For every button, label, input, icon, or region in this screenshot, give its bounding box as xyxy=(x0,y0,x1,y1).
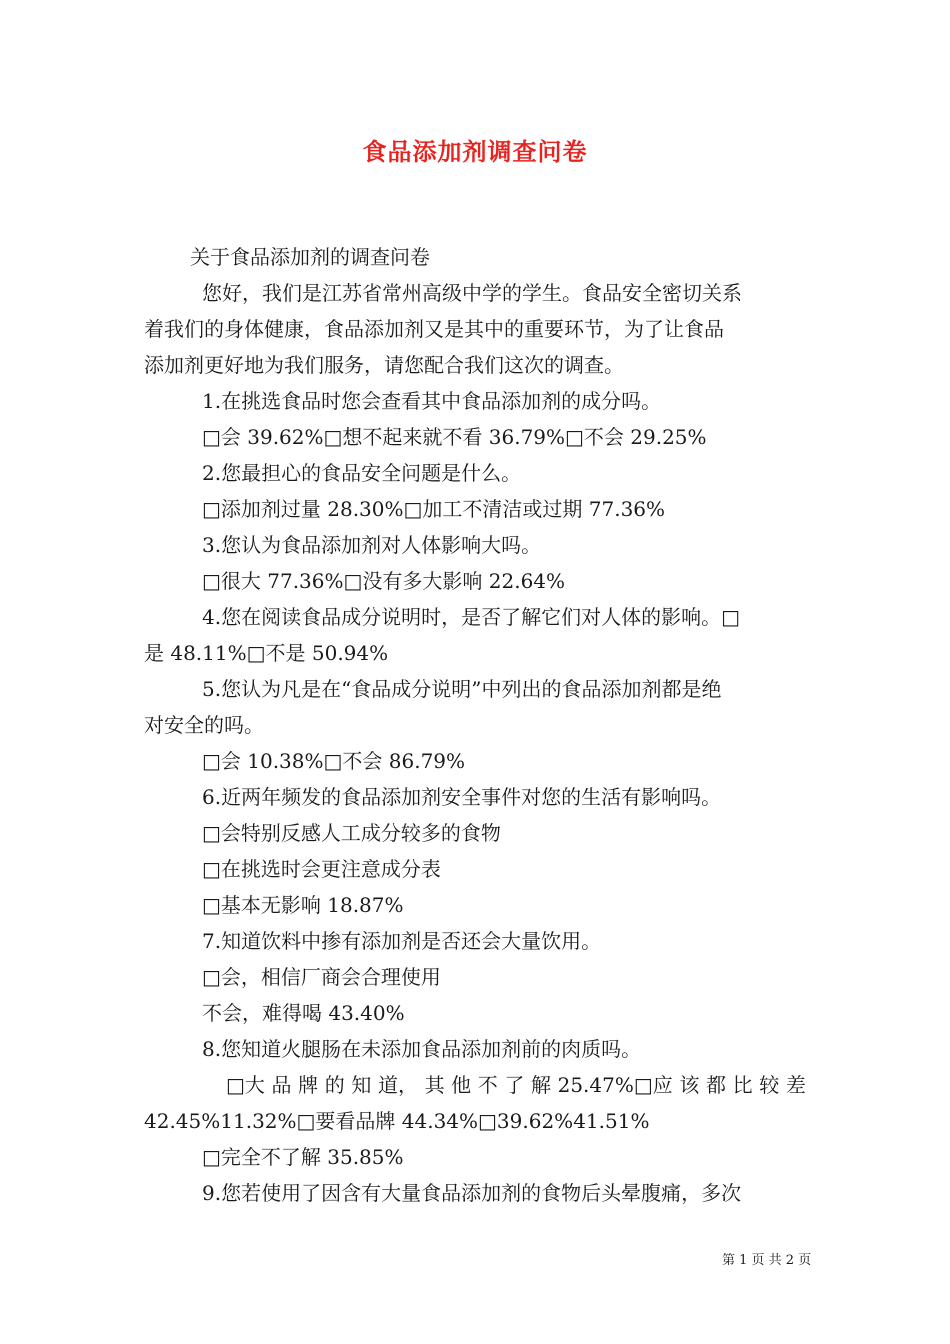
question-4-options: 是 48.11%□不是 50.94% xyxy=(144,641,389,665)
question-8-options-spaced xyxy=(144,1067,806,1103)
page-number: 第 1 页 共 2 页 xyxy=(722,1253,812,1268)
question-6-option: □会特别反感人工成分较多的食物 xyxy=(202,821,501,845)
document-subtitle: 关于食品添加剂的调查问卷 xyxy=(190,245,430,269)
spaced-word: 的 xyxy=(324,1073,345,1097)
intro-paragraph-line: 您好，我们是江苏省常州高级中学的学生。食品安全密切关系 xyxy=(202,281,742,305)
question-7-option: □会，相信厂商会合理使用 xyxy=(202,965,441,989)
spaced-word: □大 xyxy=(226,1073,265,1097)
intro-paragraph-line: 添加剂更好地为我们服务，请您配合我们这次的调查。 xyxy=(144,353,624,377)
spaced-word: 都 xyxy=(705,1073,726,1097)
spaced-word: 其 xyxy=(424,1073,445,1097)
question-1: 1.在挑选食品时您会查看其中食品添加剂的成分吗。 xyxy=(202,389,662,413)
spaced-word: 知 xyxy=(351,1073,372,1097)
question-8-options-continued: 42.45%11.32%□要看品牌 44.34%□39.62%41.51% xyxy=(144,1109,650,1133)
question-5-continued: 对安全的吗。 xyxy=(144,713,264,737)
question-5: 5.您认为凡是在“食品成分说明”中列出的食品添加剂都是绝 xyxy=(202,677,722,701)
question-6-option: □基本无影响 18.87% xyxy=(202,893,404,917)
question-6: 6.近两年频发的食品添加剂安全事件对您的生活有影响吗。 xyxy=(202,785,722,809)
spaced-word: 品 xyxy=(271,1073,292,1097)
spaced-word: 差 xyxy=(785,1073,806,1097)
question-6-option: □在挑选时会更注意成分表 xyxy=(202,857,441,881)
intro-paragraph-line: 着我们的身体健康，食品添加剂又是其中的重要环节，为了让食品 xyxy=(144,317,724,341)
question-9: 9.您若使用了因含有大量食品添加剂的食物后头晕腹痛，多次 xyxy=(202,1181,742,1205)
question-3-options: □很大 77.36%□没有多大影响 22.64% xyxy=(202,569,566,593)
spaced-word: 不 xyxy=(477,1073,498,1097)
spaced-word: 牌 xyxy=(298,1073,319,1097)
question-5-options: □会 10.38%□不会 86.79% xyxy=(202,749,466,773)
question-2: 2.您最担心的食品安全问题是什么。 xyxy=(202,461,522,485)
spaced-word: 了 xyxy=(504,1073,525,1097)
question-2-options: □添加剂过量 28.30%□加工不清洁或过期 77.36% xyxy=(202,497,666,521)
question-4: 4.您在阅读食品成分说明时，是否了解它们对人体的影响。□ xyxy=(202,605,740,629)
spaced-word: 道， xyxy=(377,1073,418,1097)
question-3: 3.您认为食品添加剂对人体影响大吗。 xyxy=(202,533,542,557)
question-1-options: □会 39.62%□想不起来就不看 36.79%□不会 29.25% xyxy=(202,425,707,449)
question-8-option: □完全不了解 35.85% xyxy=(202,1145,404,1169)
question-8: 8.您知道火腿肠在未添加食品添加剂前的肉质吗。 xyxy=(202,1037,642,1061)
spaced-word: 他 xyxy=(451,1073,472,1097)
question-7-option: 不会，难得喝 43.40% xyxy=(202,1001,405,1025)
page-title: 食品添加剂调查问卷 xyxy=(362,137,588,166)
spaced-word: 该 xyxy=(679,1073,700,1097)
spaced-word: 25.47%□应 xyxy=(557,1073,673,1097)
spaced-word: 较 xyxy=(759,1073,780,1097)
document-body xyxy=(144,239,806,1211)
question-7: 7.知道饮料中掺有添加剂是否还会大量饮用。 xyxy=(202,929,602,953)
spaced-word: 比 xyxy=(732,1073,753,1097)
spaced-word: 解 xyxy=(531,1073,551,1097)
